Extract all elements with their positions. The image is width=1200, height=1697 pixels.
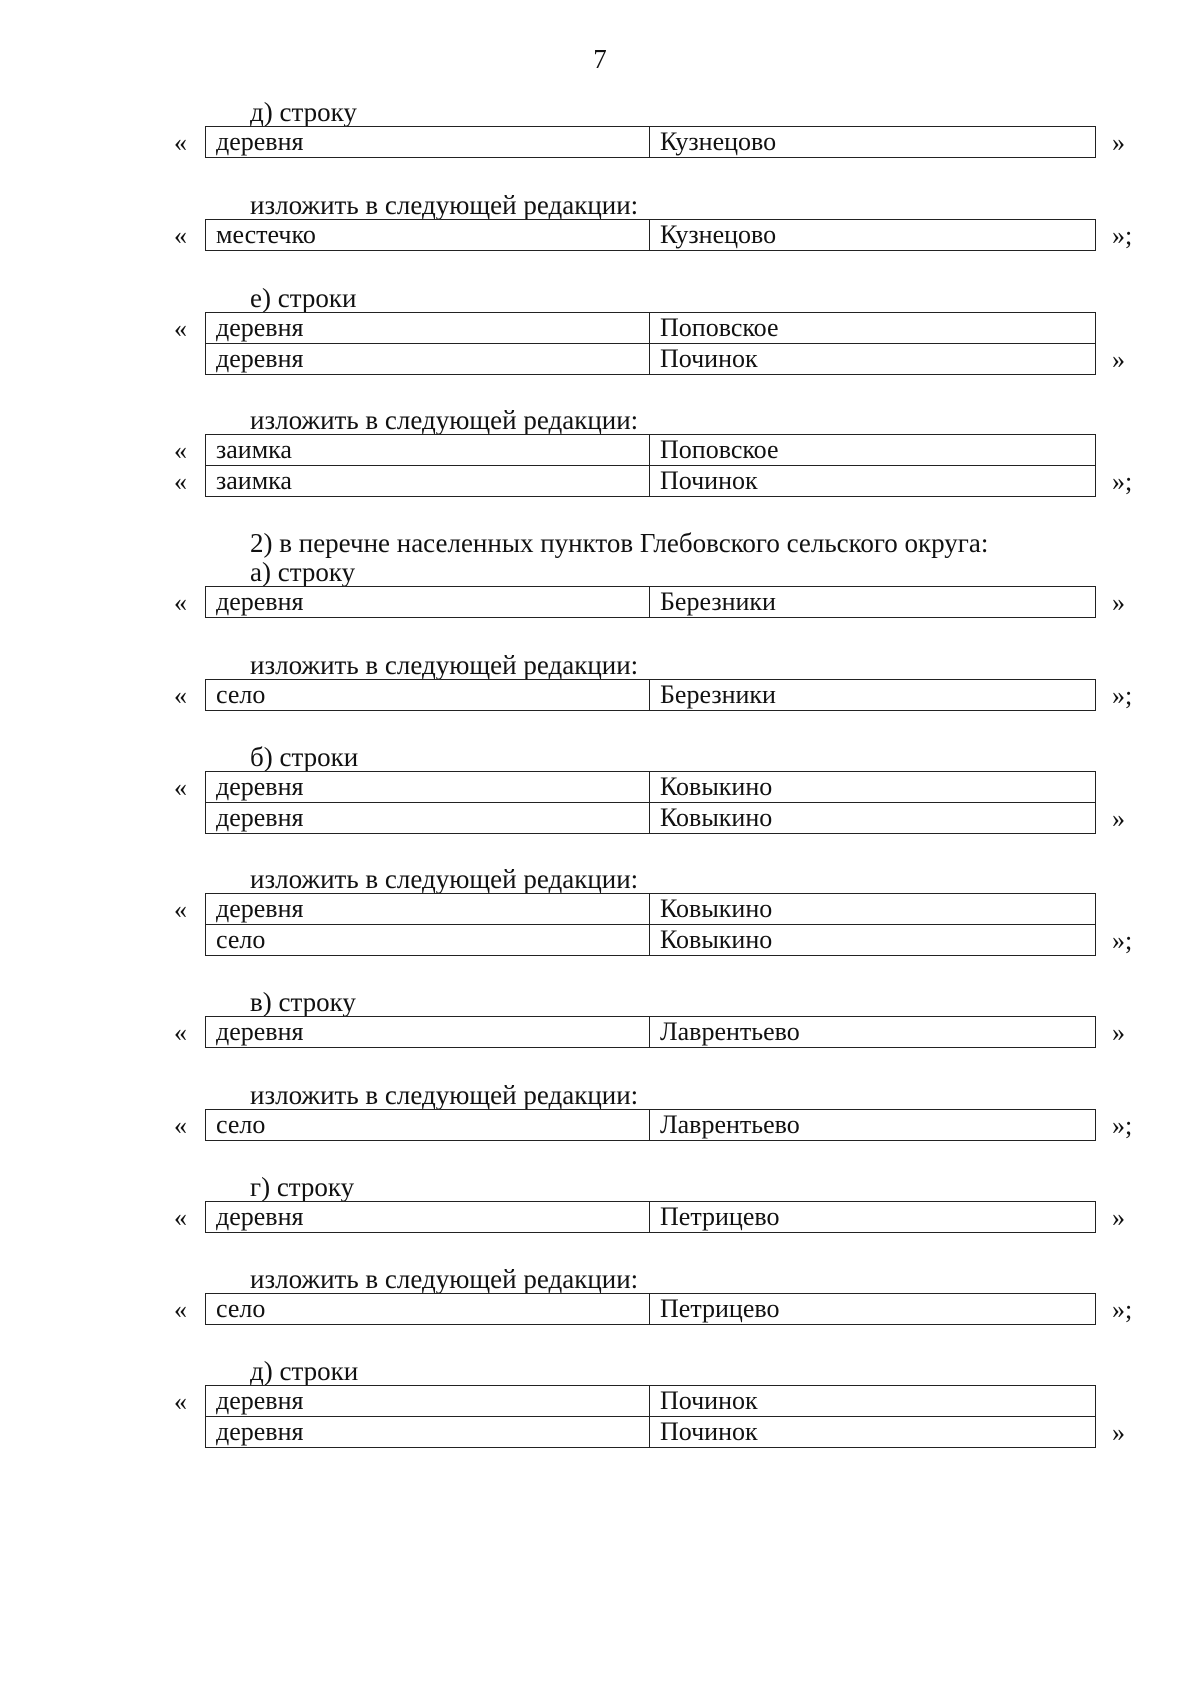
settlement-table — [205, 1201, 1096, 1233]
section-heading: изложить в следующей редакции: — [250, 1264, 639, 1294]
settlement-name: Петрицево — [650, 1294, 1096, 1325]
settlement-table — [205, 312, 1096, 375]
settlement-name: Лаврентьево — [650, 1017, 1096, 1048]
table-row — [206, 680, 1096, 711]
settlement-table — [205, 679, 1096, 711]
table-row — [206, 1202, 1096, 1233]
settlement-type: село — [206, 1110, 650, 1141]
open-quote: « — [174, 1203, 187, 1232]
settlement-type: село — [206, 1294, 650, 1325]
close-quote: » — [1112, 128, 1125, 157]
section-heading: изложить в следующей редакции: — [250, 1080, 639, 1110]
settlement-name: Починок — [650, 466, 1096, 497]
settlement-name: Поповское — [650, 313, 1096, 344]
section-subheading: а) строку — [250, 557, 356, 587]
settlement-name: Починок — [650, 344, 1096, 375]
settlement-type: деревня — [206, 1202, 650, 1233]
settlement-table — [205, 586, 1096, 618]
settlement-type: деревня — [206, 772, 650, 803]
settlement-type: деревня — [206, 1017, 650, 1048]
settlement-type: деревня — [206, 587, 650, 618]
settlement-name: Поповское — [650, 435, 1096, 466]
section-heading: изложить в следующей редакции: — [250, 190, 639, 220]
open-quote: « — [174, 221, 187, 250]
table-row — [206, 894, 1096, 925]
settlement-table — [205, 1385, 1096, 1448]
settlement-type: заимка — [206, 435, 650, 466]
open-quote: « — [174, 773, 187, 802]
open-quote: « — [174, 1018, 187, 1047]
close-quote: »; — [1112, 681, 1133, 710]
settlement-name: Петрицево — [650, 1202, 1096, 1233]
settlement-type: местечко — [206, 220, 650, 251]
section-heading: г) строку — [250, 1172, 355, 1202]
settlement-type: деревня — [206, 803, 650, 834]
table-row — [206, 313, 1096, 344]
table-row — [206, 127, 1096, 158]
settlement-name: Березники — [650, 680, 1096, 711]
settlement-type: деревня — [206, 1417, 650, 1448]
close-quote: »; — [1112, 1295, 1133, 1324]
table-row — [206, 1110, 1096, 1141]
section-heading: е) строки — [250, 283, 357, 313]
settlement-table — [205, 434, 1096, 497]
settlement-type: село — [206, 680, 650, 711]
page-number: 7 — [593, 44, 607, 74]
close-quote: » — [1112, 588, 1125, 617]
settlement-type: деревня — [206, 894, 650, 925]
table-row — [206, 220, 1096, 251]
close-quote: »; — [1112, 221, 1133, 250]
close-quote: » — [1112, 1018, 1125, 1047]
table-row — [206, 1294, 1096, 1325]
settlement-table — [205, 1109, 1096, 1141]
settlement-name: Починок — [650, 1417, 1096, 1448]
section-heading: изложить в следующей редакции: — [250, 864, 639, 894]
open-quote: « — [174, 436, 187, 465]
settlement-name: Ковыкино — [650, 894, 1096, 925]
settlement-name: Березники — [650, 587, 1096, 618]
settlement-name: Ковыкино — [650, 772, 1096, 803]
settlement-type: деревня — [206, 127, 650, 158]
settlement-type: деревня — [206, 344, 650, 375]
settlement-type: деревня — [206, 1386, 650, 1417]
close-quote: »; — [1112, 926, 1133, 955]
settlement-table — [205, 771, 1096, 834]
open-quote: « — [174, 1111, 187, 1140]
table-row — [206, 925, 1096, 956]
close-quote: » — [1112, 1203, 1125, 1232]
section-heading: изложить в следующей редакции: — [250, 650, 639, 680]
table-row — [206, 1386, 1096, 1417]
table-row — [206, 1417, 1096, 1448]
close-quote: » — [1112, 345, 1125, 374]
table-row — [206, 466, 1096, 497]
close-quote: »; — [1112, 1111, 1133, 1140]
settlement-table — [205, 126, 1096, 158]
settlement-type: деревня — [206, 313, 650, 344]
table-row — [206, 1017, 1096, 1048]
settlement-table — [205, 1016, 1096, 1048]
section-heading: 2) в перечне населенных пунктов Глебовского сельского округа: — [250, 528, 989, 558]
table-row — [206, 803, 1096, 834]
open-quote: « — [174, 1295, 187, 1324]
open-quote: « — [174, 895, 187, 924]
open-quote: « — [174, 588, 187, 617]
settlement-table — [205, 893, 1096, 956]
settlement-name: Ковыкино — [650, 925, 1096, 956]
settlement-name: Кузнецово — [650, 127, 1096, 158]
settlement-name: Кузнецово — [650, 220, 1096, 251]
open-quote: « — [174, 681, 187, 710]
close-quote: » — [1112, 804, 1125, 833]
table-row — [206, 587, 1096, 618]
section-heading: б) строки — [250, 742, 359, 772]
section-heading: в) строку — [250, 987, 356, 1017]
table-row — [206, 344, 1096, 375]
settlement-table — [205, 1293, 1096, 1325]
open-quote: « — [174, 314, 187, 343]
open-quote: « — [174, 1387, 187, 1416]
settlement-type: село — [206, 925, 650, 956]
close-quote: »; — [1112, 467, 1133, 496]
settlement-type: заимка — [206, 466, 650, 497]
section-heading: д) строки — [250, 1356, 359, 1386]
settlement-table — [205, 219, 1096, 251]
close-quote: » — [1112, 1418, 1125, 1447]
section-heading: д) строку — [250, 97, 357, 127]
settlement-name: Ковыкино — [650, 803, 1096, 834]
section-heading: изложить в следующей редакции: — [250, 405, 639, 435]
open-quote: « — [174, 467, 187, 496]
settlement-name: Лаврентьево — [650, 1110, 1096, 1141]
settlement-name: Починок — [650, 1386, 1096, 1417]
table-row — [206, 772, 1096, 803]
open-quote: « — [174, 128, 187, 157]
table-row — [206, 435, 1096, 466]
